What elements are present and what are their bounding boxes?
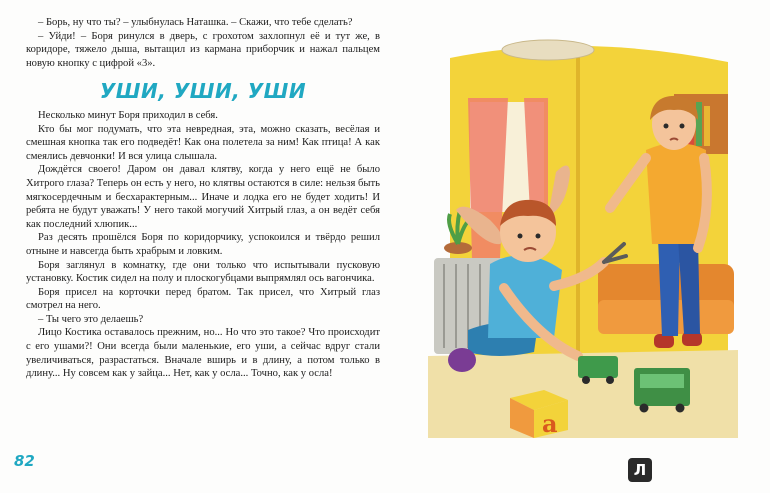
paragraph: Боря заглянул в комнатку, где они только что испытывали пусковую установку. Костик сидел на полу и плоскогубцами выпрямлял ось вагончика. <box>26 259 380 285</box>
paragraph: – Уйди! – Боря ринулся в дверь, с грохотом захлопнул её и тут же, в коридоре, тяжело дыша, вытащил из кармана приборчик и нажал пальцем новую кнопку с цифрой «3». <box>26 30 380 69</box>
paragraph: Лицо Костика оставалось прежним, но... Но что это такое? Что происходит с его ушами?! Они всегда были маленькие, его уши, а сейчас вдруг стали увеличиваться, разрастаться. Вначале вширь и в длину, а потом только в длину... Ну совсем как у зайца... Нет, как у осла... Точно, как у ослa! <box>26 327 380 380</box>
toy-train-car <box>634 368 690 413</box>
ceiling-lamp <box>502 40 594 60</box>
room-scene-illustration <box>428 38 738 456</box>
paragraph: – Ты чего это делаешь? <box>38 313 144 325</box>
illustration <box>428 38 738 456</box>
text-column <box>26 16 380 381</box>
alphabet-cube <box>510 390 568 438</box>
book <box>696 102 702 146</box>
chapter-title: УШИ, УШИ, УШИ <box>99 79 307 104</box>
paragraph: Боря присел на корточки перед братом. Так присел, что Хитрый глаз смотрел на него. <box>26 286 380 312</box>
book <box>704 106 710 146</box>
paragraph: – Борь, ну что ты? – улыбнулась Наташка. – Скажи, что тебе сделать? <box>38 17 353 28</box>
cube-letter: а <box>542 409 558 438</box>
page-number: 82 <box>14 452 35 470</box>
publisher-badge: Л <box>628 458 652 482</box>
paragraph: Несколько минут Боря приходил в себя. <box>38 109 218 121</box>
paragraph: Кто бы мог подумать, что эта невредная, эта, можно сказать, весёлая и смешная кнопка так его подведёт! Как она полетела за ним! Как птица! А как смеялись девчонки! И вся улица слышала. <box>26 123 380 162</box>
paragraph: Раз десять прошёлся Боря по коридорчику, успокоился и твёрдо решил отныне и навсегда быть храбрым и ловким. <box>26 232 380 257</box>
paragraph: Дождётся своего! Даром он давал клятву, когда у него ещё не было Хитрого глаза? Теперь он есть у него, но клятвы остаются в силе: нельзя быть мягкосердечным и бесхарактерным... Иначе и лодка его не будет ходить! И ребята не будут уважать! У него такой могучий Хитрый глаз, а он ведёт себя как последний хлюпик... <box>26 164 380 230</box>
